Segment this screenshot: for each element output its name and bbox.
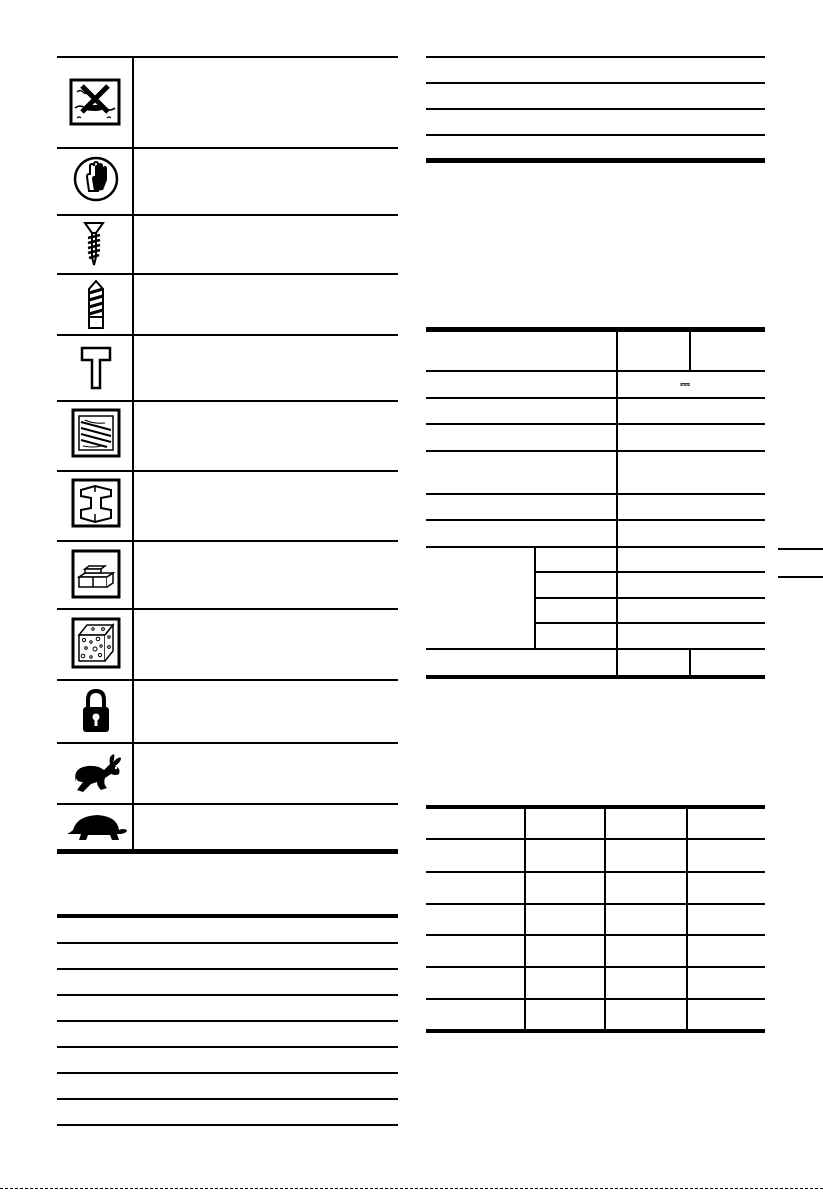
metal-icon: [71, 478, 121, 528]
wood-icon: [71, 408, 121, 458]
no-water-immersion-icon: [69, 78, 121, 126]
turtle-slow-icon: [63, 812, 129, 842]
brick-icon: [71, 549, 121, 599]
screw-icon: [83, 221, 105, 267]
wear-gloves-icon: [72, 155, 120, 203]
cut-line: [0, 1188, 823, 1189]
dc-voltage-symbol: ⎓: [680, 377, 690, 391]
lock-icon: [81, 688, 111, 734]
concrete-icon: [71, 617, 121, 669]
drill-bit-icon: [86, 279, 106, 331]
rabbit-fast-icon: [68, 752, 124, 796]
hammer-icon: [80, 346, 112, 390]
